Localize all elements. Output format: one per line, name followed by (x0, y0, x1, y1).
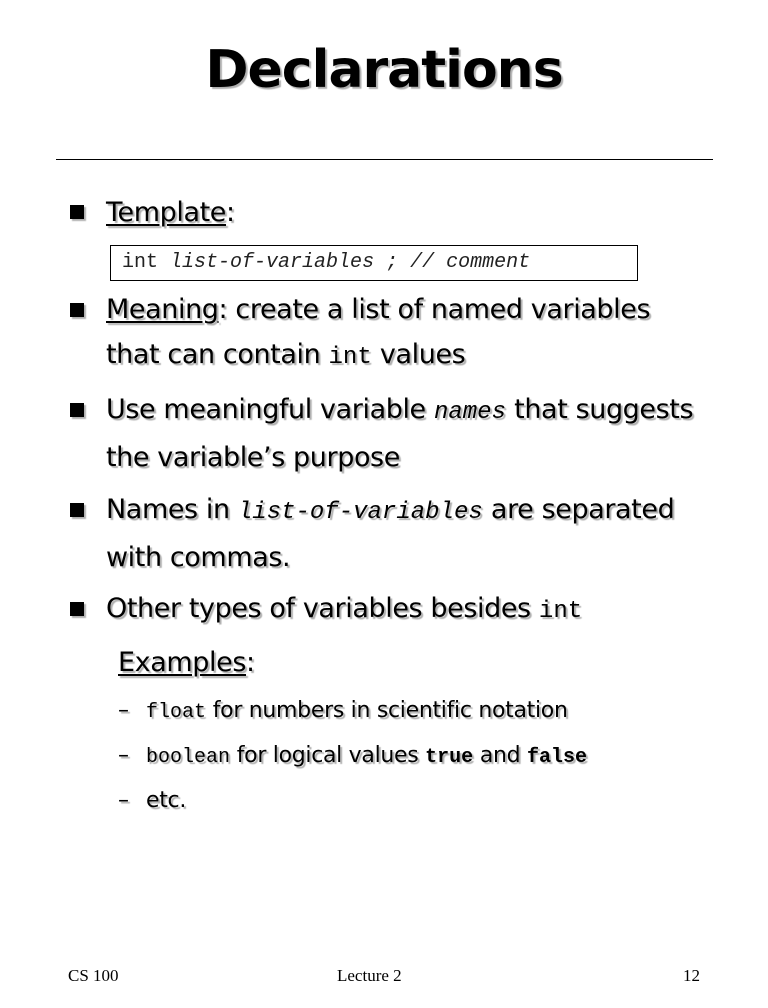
example-item-boolean: – boolean for logical values true and false (118, 743, 588, 769)
bullet-other-types: Other types of variables besides int (106, 593, 583, 625)
bullet-icon (70, 303, 84, 317)
title-divider (56, 159, 713, 160)
template-label: Template (106, 197, 227, 228)
example-item-etc: – etc. (118, 788, 187, 813)
template-type: int (122, 251, 159, 274)
bullet-icon (70, 403, 84, 417)
bullet-icon (70, 205, 84, 219)
slide-title: Declarations (205, 40, 563, 100)
boolean-code: boolean (146, 746, 231, 769)
bullet-template: Template: (106, 197, 235, 228)
true-keyword: true (425, 746, 474, 769)
bullet-names-hint: Use meaningful variable names that suggests the variable’s purpose (106, 394, 694, 473)
example-item-float: – float for numbers in scientific notation (118, 698, 568, 724)
other-types-code: int (538, 598, 583, 625)
bullet-meaning: Meaning: create a list of named variables that can contain int values (106, 294, 651, 371)
footer-lecture: Lecture 2 (337, 966, 402, 985)
bullet-icon (70, 503, 84, 517)
meaning-label: Meaning (106, 294, 219, 325)
false-keyword: false (527, 746, 588, 769)
bullet-separator: Names in list-of-variables are separated with commas. (106, 494, 675, 573)
meaning-code: int (328, 344, 372, 371)
bullet-icon (70, 602, 84, 616)
footer-page-number: 12 (683, 966, 700, 985)
separator-code: list-of-variables (237, 499, 483, 526)
names-code: names (433, 399, 506, 426)
footer-course: CS 100 (68, 966, 119, 985)
template-code-box (110, 245, 638, 281)
template-rest: ; // comment (386, 251, 531, 274)
template-vars: list-of-variables (170, 251, 375, 274)
examples-heading: Examples: (118, 647, 255, 678)
float-code: float (146, 701, 207, 724)
